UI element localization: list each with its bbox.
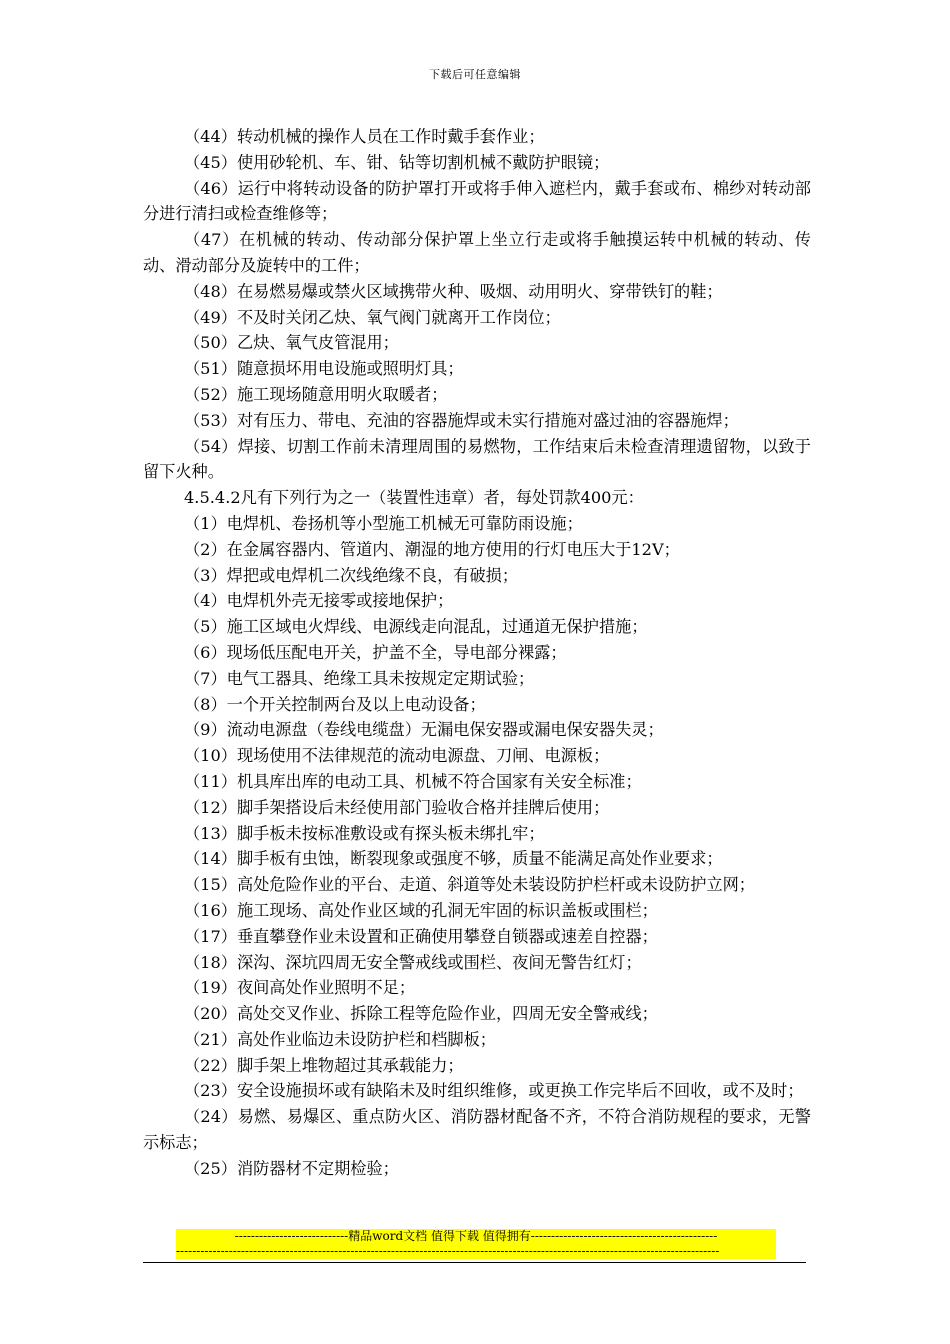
- paragraph: （8）一个开关控制两台及以上电动设备；: [184, 694, 486, 714]
- paragraph: （15）高处危险作业的平台、走道、斜道等处未装设防护栏杆或未设防护立网；: [184, 875, 755, 895]
- paragraph: （10）现场使用不法律规范的流动电源盘、刀闸、电源板；: [184, 746, 610, 766]
- paragraph: （54）焊接、切割工作前未清理周围的易燃物，工作结束后未检查清理遗留物，以致于留下火种。: [143, 436, 811, 482]
- paragraph: （23）安全设施损坏或有缺陷未及时组织维修，或更换工作完毕后不回收，或不及时；: [184, 1081, 804, 1101]
- paragraph: （12）脚手架搭设后未经使用部门验收合格并挂牌后使用；: [184, 797, 610, 817]
- paragraph: （9）流动电源盘（卷线电缆盘）无漏电保安器或漏电保安器失灵；: [184, 720, 664, 740]
- paragraph: （47）在机械的转动、传动部分保护罩上坐立行走或将手触摸运转中机械的转动、传动、滑动部分及旋转中的工件；: [143, 230, 811, 275]
- paragraph: （6）现场低压配电开关，护盖不全，导电部分裸露；: [184, 642, 567, 662]
- paragraph: （17）垂直攀登作业未设置和正确使用攀登自锁器或速差自控器；: [184, 926, 658, 946]
- footer-rule: [143, 1262, 806, 1263]
- paragraph: （52）施工现场随意用明火取暖者；: [184, 384, 448, 404]
- page-header: 下载后可任意编辑: [429, 68, 521, 81]
- paragraph: （24）易燃、易爆区、重点防火区、消防器材配备不齐，不符合消防规程的要求，无警示标志；: [143, 1107, 811, 1153]
- paragraph: （25）消防器材不定期检验；: [184, 1158, 399, 1178]
- paragraph: （48）在易燃易爆或禁火区域携带火种、吸烟、动用明火、穿带铁钉的鞋；: [184, 281, 723, 301]
- footer-dash-line: --------------------------------------------------------------------------------------------------------------------------------------: [176, 1244, 720, 1258]
- paragraph: （18）深沟、深坑四周无安全警戒线或围栏、夜间无警告红灯；: [184, 952, 642, 972]
- paragraph: （1）电焊机、卷扬机等小型施工机械无可靠防雨设施；: [184, 513, 583, 533]
- paragraph: （46）运行中将转动设备的防护罩打开或将手伸入遮栏内，戴手套或布、棉纱对转动部分进行清扫或检查维修等；: [143, 178, 811, 224]
- paragraph: （44）转动机械的操作人员在工作时戴手套作业；: [184, 127, 545, 146]
- footer-banner-text: ----------------------------精品word文档 值得下载 值得拥有----------------------------------------------: [234, 1229, 718, 1243]
- paragraph: （49）不及时关闭乙炔、氧气阀门就离开工作岗位；: [184, 307, 561, 327]
- paragraph: （5）施工区域电火焊线、电源线走向混乱，过通道无保护措施；: [184, 617, 648, 637]
- paragraph: （21）高处作业临边未设防护栏和档脚板；: [184, 1029, 496, 1049]
- paragraph: （53）对有压力、带电、充油的容器施焊或未实行措施对盛过油的容器施焊；: [184, 410, 739, 430]
- paragraph: （20）高处交叉作业、拆除工程等危险作业，四周无安全警戒线；: [184, 1004, 658, 1024]
- paragraph: （7）电气工器具、绝缘工具未按规定定期试验；: [184, 668, 535, 688]
- paragraph: （22）脚手架上堆物超过其承载能力；: [184, 1055, 464, 1075]
- paragraph: 4.5.4.2凡有下列行为之一（装置性违章）者，每处罚款400元：: [184, 488, 644, 508]
- paragraph: （2）在金属容器内、管道内、潮湿的地方使用的行灯电压大于12V；: [184, 539, 680, 559]
- paragraph: （45）使用砂轮机、车、钳、钻等切割机械不戴防护眼镜；: [184, 152, 610, 172]
- paragraph: （3）焊把或电焊机二次线绝缘不良，有破损；: [184, 565, 519, 585]
- paragraph: （51）随意损坏用电设施或照明灯具；: [184, 359, 464, 379]
- paragraph: （4）电焊机外壳无接零或接地保护；: [184, 591, 454, 611]
- paragraph: （19）夜间高处作业照明不足；: [184, 978, 416, 998]
- paragraph: （13）脚手板未按标准敷设或有探头板未绑扎牢；: [184, 823, 545, 843]
- paragraph: （11）机具库出库的电动工具、机械不符合国家有关安全标准；: [184, 771, 642, 791]
- document-body: [143, 124, 811, 1182]
- paragraph: （14）脚手板有虫蚀，断裂现象或强度不够，质量不能满足高处作业要求；: [184, 849, 723, 869]
- paragraph: （16）施工现场、高处作业区域的孔洞无牢固的标识盖板或围栏；: [184, 900, 658, 920]
- paragraph: （50）乙炔、氧气皮管混用；: [184, 333, 399, 353]
